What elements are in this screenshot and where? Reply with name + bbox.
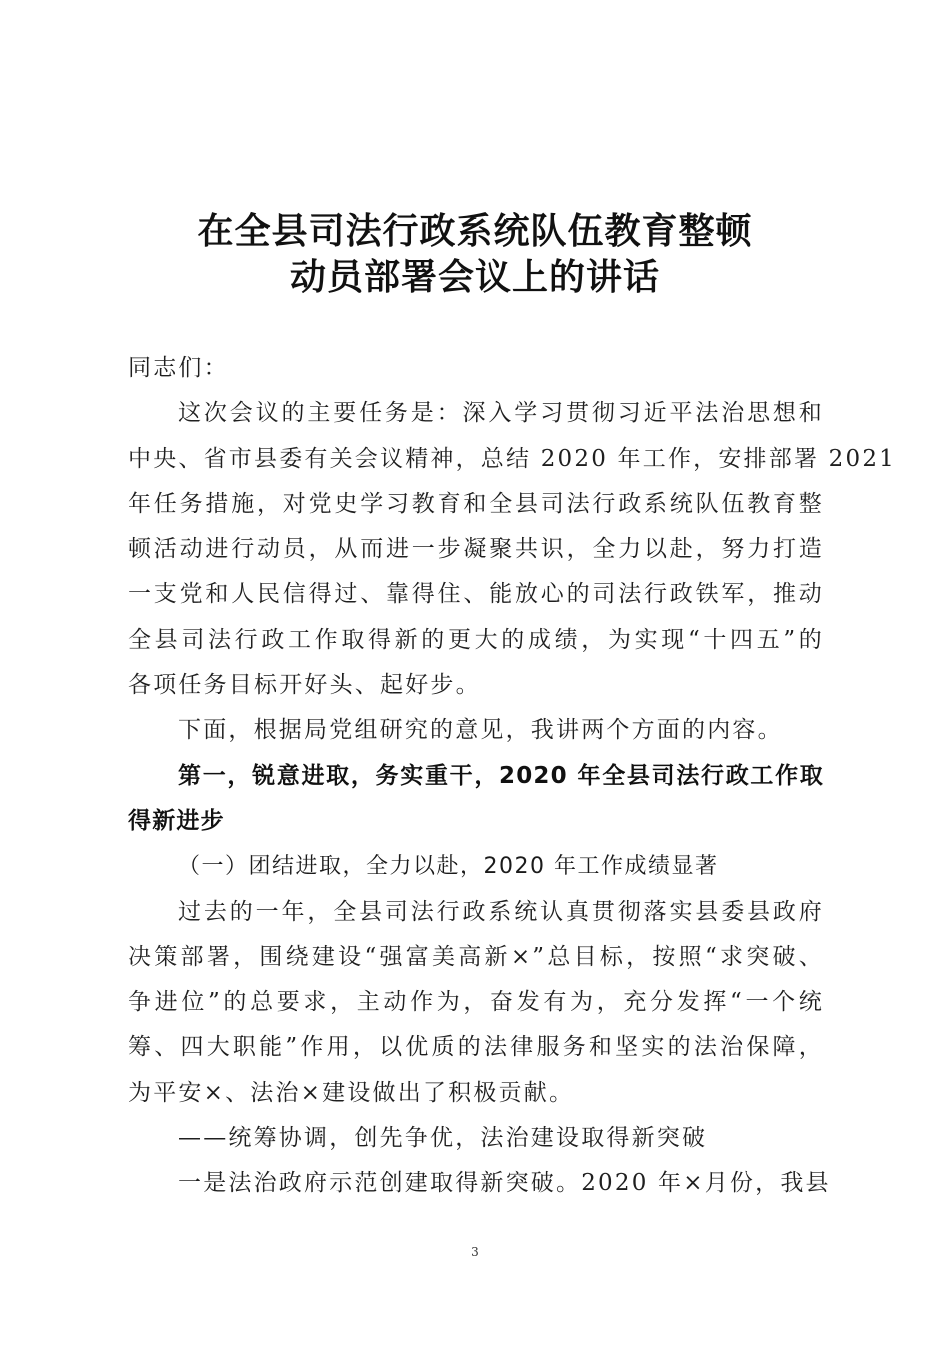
paragraph-1-line-5: 一支党和人民信得过、靠得住、能放心的司法行政铁军，推动	[128, 581, 824, 608]
paragraph-4-line-1: 一是法治政府示范创建取得新突破。2020 年×月份，我县	[178, 1170, 831, 1197]
paragraph-1-line-7: 各项任务目标开好头、起好步。	[128, 672, 481, 699]
document-body	[128, 346, 896, 1207]
salutation: 同志们：	[128, 355, 229, 381]
paragraph-1-line-4: 顿活动进行动员，从而进一步凝聚共识，全力以赴，努力打造	[128, 536, 824, 563]
paragraph-1-line-6: 全县司法行政工作取得新的更大的成绩，为实现“十四五”的	[128, 626, 824, 653]
paragraph-1-line-2: 中央、省市县委有关会议精神，总结 2020 年工作，安排部署 2021	[128, 445, 896, 472]
title-line-1: 在全县司法行政系统队伍教育整顿	[197, 210, 753, 252]
paragraph-3-line-3: 争进位”的总要求，主动作为，奋发有为，充分发挥“一个统	[128, 989, 824, 1016]
page-number: 3	[471, 1245, 479, 1259]
section-heading-line-2: 得新进步	[128, 807, 225, 834]
section-heading-line-1: 第一，锐意进取，务实重干，2020 年全县司法行政工作取	[178, 762, 824, 789]
paragraph-3-line-1: 过去的一年，全县司法行政系统认真贯彻落实县委县政府	[178, 898, 824, 925]
subsection-heading: （一）团结进取，全力以赴，2020 年工作成绩显著	[178, 854, 719, 880]
bullet-subheading: ——统筹协调，创先争优，法治建设取得新突破	[178, 1125, 708, 1152]
paragraph-1-line-1: 这次会议的主要任务是：深入学习贯彻习近平法治思想和	[178, 400, 824, 427]
paragraph-3-line-4: 筹、四大职能”作用，以优质的法律服务和坚实的法治保障，	[128, 1034, 824, 1061]
title-line-2: 动员部署会议上的讲话	[289, 256, 660, 298]
paragraph-3-line-5: 为平安×、法治×建设做出了积极贡献。	[128, 1079, 575, 1106]
paragraph-2: 下面，根据局党组研究的意见，我讲两个方面的内容。	[178, 717, 783, 744]
paragraph-3-line-2: 决策部署，围绕建设“强富美高新×”总目标，按照“求突破、	[128, 943, 824, 970]
document-title	[0, 208, 950, 300]
paragraph-1-line-3: 年任务措施，对党史学习教育和全县司法行政系统队伍教育整	[128, 490, 824, 517]
